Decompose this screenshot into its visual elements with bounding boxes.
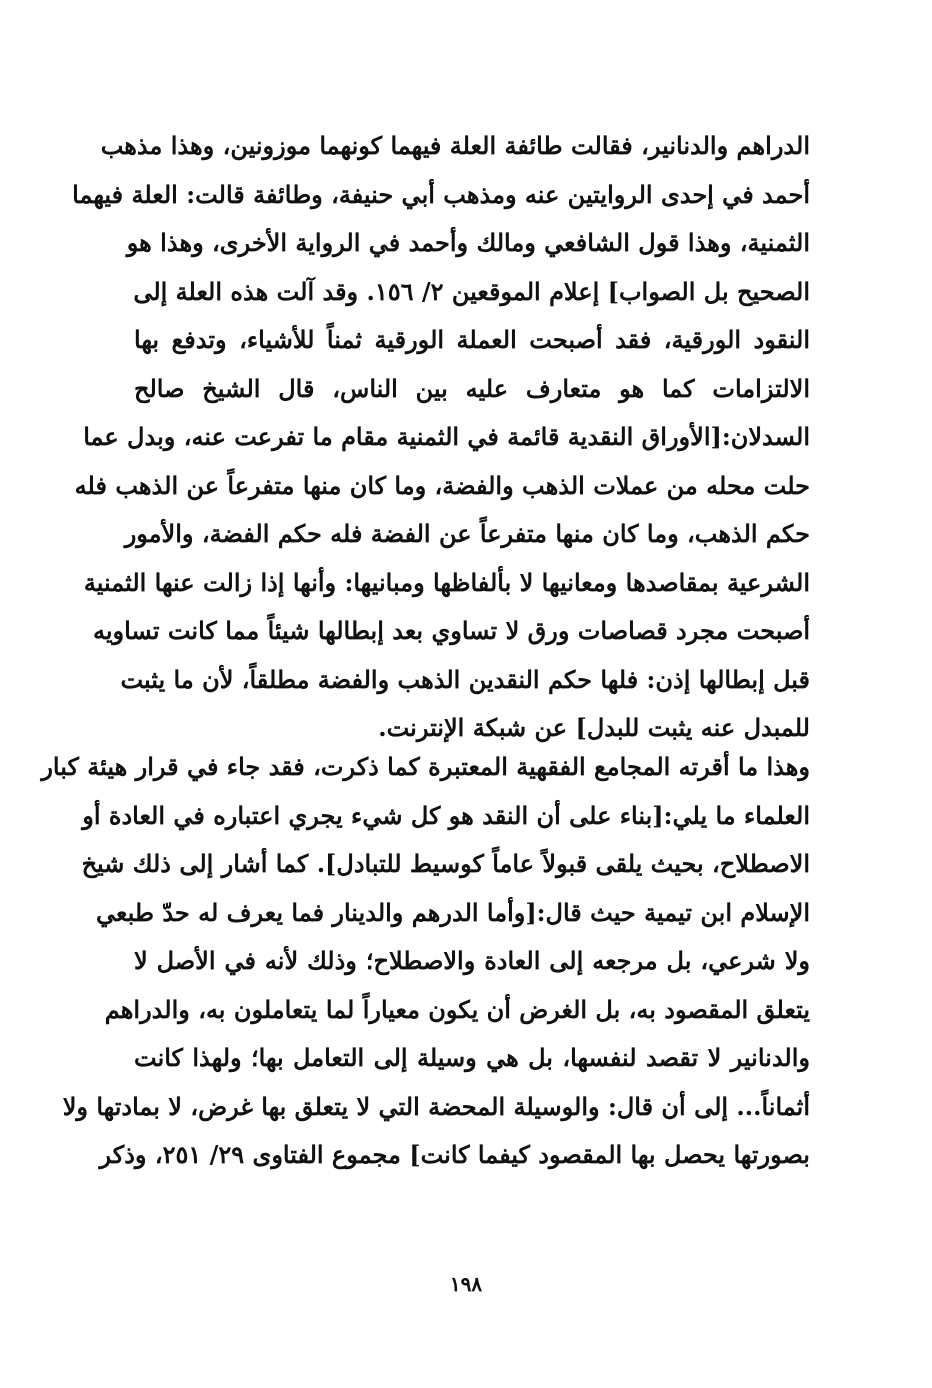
text-line: الدراهم والدنانير، فقالت طائفة العلة فيهما كونهما موزونين، وهذا مذهب — [100, 131, 810, 160]
text-line: الالتزامات كما هو متعارف عليه بين الناس، قال الشيخ صالح — [134, 373, 810, 403]
text-line-last: للمبدل عنه يثبت للبدل] عن شبكة الإنترنت. — [378, 713, 810, 742]
text-line: أحمد في إحدى الروايتين عنه ومذهب أبي حنيفة، وطائفة قالت: العلة فيهما — [72, 179, 810, 209]
text-line: يتعلق المقصود به، بل الغرض أن يكون معياراً لما يتعاملون به، والدراهم — [104, 994, 810, 1024]
paragraph-2 — [41, 743, 810, 1180]
text-line: بصورتها يحصل بها المقصود كيفما كانت] مجموع الفتاوى ٢٩/ ٢٥١، وذكر — [99, 1140, 810, 1169]
text-line: ولا شرعي، بل مرجعه إلى العادة والاصطلاح؛ وذلك لأنه في الأصل لا — [134, 946, 810, 975]
text-line: الاصطلاح، بحيث يلقى قبولاً عاماً كوسيط للتبادل]. كما أشار إلى ذلك شيخ — [81, 849, 810, 878]
page-number: ١٩٨ — [449, 1272, 483, 1296]
text-line: حكم الذهب، وما كان منها متفرعاً عن الفضة فله حكم الفضة، والأمور — [124, 519, 810, 548]
text-line: أصبحت مجرد قصاصات ورق لا تساوي بعد إبطالها شيئاً مما كانت تساويه — [92, 616, 810, 645]
text-line: السدلان:[الأوراق النقدية قائمة في الثمنية مقام ما تفرعت عنه، وبدل عما — [83, 422, 810, 451]
paragraph-1 — [72, 122, 810, 753]
text-line: وهذا ما أقرته المجامع الفقهية المعتبرة كما ذكرت، فقد جاء في قرار هيئة كبار — [41, 752, 810, 781]
text-line: الثمنية، وهذا قول الشافعي ومالك وأحمد في الرواية الأخرى، وهذا هو — [126, 228, 810, 257]
text-line: الشرعية بمقاصدها ومعانيها لا بألفاظها ومبانيها: وأنها إذا زالت عنها الثمنية — [83, 567, 810, 597]
text-line: الصحيح بل الصواب] إعلام الموقعين ٢/ ١٥٦. وقد آلت هذه العلة إلى — [133, 276, 810, 306]
text-line: أثماناً... إلى أن قال: والوسيلة المحضة التي لا يتعلق بها غرض، لا بمادتها ولا — [62, 1091, 810, 1121]
text-line: النقود الورقية، فقد أصبحت العملة الورقية ثمناً للأشياء، وتدفع بها — [134, 325, 810, 354]
text-line: قبل إبطالها إذن: فلها حكم النقدين الذهب والفضة مطلقاً، لأن ما يثبت — [120, 664, 810, 694]
text-line: حلت محله من عملات الذهب والفضة، وما كان منها متفرعاً عن الذهب فله — [74, 470, 810, 500]
text-line: العلماء ما يلي:[بناء على أن النقد هو كل شيء يجري اعتباره في العادة أو — [82, 800, 810, 830]
text-line: الإسلام ابن تيمية حيث قال:[وأما الدرهم والدينار فما يعرف له حدّ طبعي — [96, 897, 810, 927]
text-line: والدنانير لا تقصد لنفسها، بل هي وسيلة إلى التعامل بها؛ ولهذا كانت — [134, 1043, 810, 1072]
